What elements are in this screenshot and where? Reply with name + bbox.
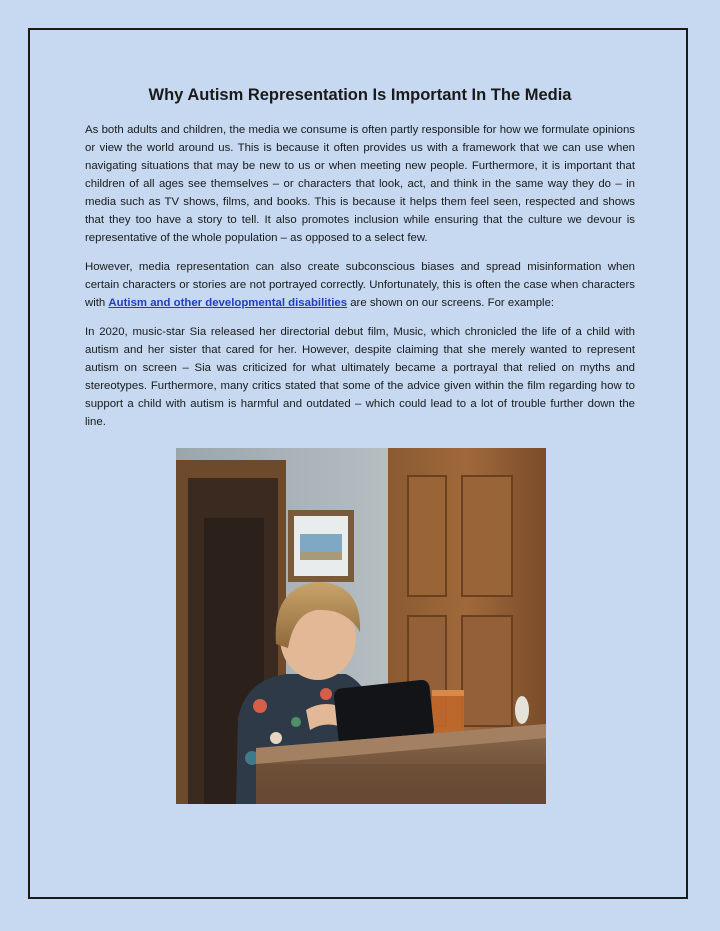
paragraph-3: In 2020, music-star Sia released her directorial debut film, Music, which chronicled the life of a child with autism and her sister that cared for her. However, despite claiming that she merely wanted to represent autism on screen – Sia was criticized for what ultimately became a portrayal that relied on myths and stereotypes. Furthermore, many critics stated that some of the advice given within the film regarding how to support a child with autism is harmful and outdated – which could lead to a lot of trouble further down the line. <box>85 326 635 428</box>
paragraph-1: As both adults and children, the media we consume is often partly responsible for how we formulate opinions or view the world around us. This is because it often provides us with a framework that we can use when navigating situations that may be new to us or when meeting new people. Furthermore, it is important that children of all ages see themselves – or characters that look, act, and think in the same way they do – in media such as TV shows, films, and books. This is because it helps them feel seen, respected and shows that they too have a story to tell. It also promotes inclusion while ensuring that the culture we devour is representative of the whole population – as opposed to a select few. <box>85 124 635 244</box>
document-title: Why Autism Representation Is Important In The Media <box>148 86 572 104</box>
paragraph-2-text-after: are shown on our screens. For example: <box>347 297 555 309</box>
paragraph-2 <box>85 258 635 312</box>
article-body <box>85 121 635 442</box>
paragraph-2-text-before: However, media representation can also create subconscious biases and spread misinformation when certain characters or stories are not portrayed correctly. Unfortunately, this is often the case when characters with <box>85 261 635 309</box>
autism-disabilities-link[interactable]: Autism and other developmental disabilities <box>108 297 348 309</box>
child-with-tablet-photo <box>176 448 546 804</box>
